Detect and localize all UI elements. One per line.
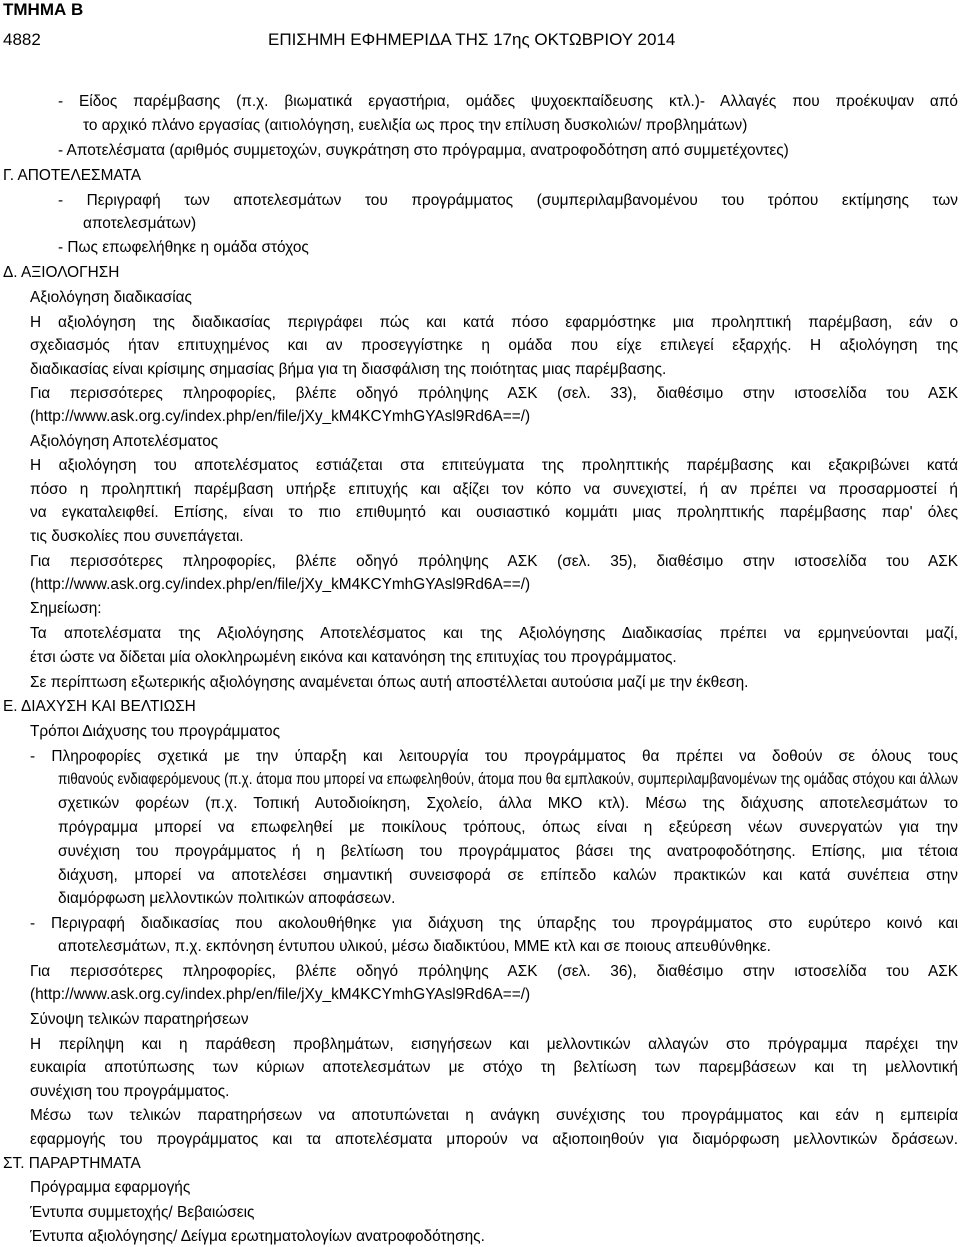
text-line: Έντυπα αξιολόγησης/ Δείγμα ερωτηματολογίων ανατροφοδότησης.	[30, 1228, 485, 1245]
text-line: Πρόγραμμα εφαρμογής	[30, 1179, 191, 1196]
text-line: (http://www.ask.org.cy/index.php/en/file/jXy_kM4KCYmhGYAsl9Rd6A==/)	[30, 986, 531, 1003]
text-line: (http://www.ask.org.cy/index.php/en/file/jXy_kM4KCYmhGYAsl9Rd6A==/)	[30, 408, 531, 425]
text-line: (http://www.ask.org.cy/index.php/en/file/jXy_kM4KCYmhGYAsl9Rd6A==/)	[30, 576, 531, 593]
text-line: πόσο η προληπτική παρέμβαση υπήρξε επιτυχής και αξίζει τον κόπο να συνεχιστεί, ή αν πρέπει να προσαρμοστεί ή	[30, 481, 958, 498]
text-line: Γ. ΑΠΟΤΕΛΕΣΜΑΤΑ	[3, 167, 142, 184]
text-line: Η περίληψη και η παράθεση προβλημάτων, εισηγήσεων και μελλοντικών αλλαγών στο πρόγραμμα παρέχει την	[30, 1036, 958, 1053]
text-line: Δ. ΑΞΙΟΛΟΓΗΣΗ	[3, 264, 120, 281]
text-line: Έντυπα συμμετοχής/ Βεβαιώσεις	[30, 1204, 255, 1221]
text-line: - Αποτελέσματα (αριθμός συμμετοχών, συγκράτηση στο πρόγραμμα, ανατροφοδότηση από συμμετέχοντες)	[58, 142, 789, 159]
text-line: Η αξιολόγηση του αποτελέσματος εστιάζεται στα επιτεύγματα της προληπτικής παρέμβασης και εξακριβώνει κατά	[30, 457, 958, 474]
page-number: 4882	[3, 30, 41, 49]
text-line: διάχυση, μπορεί να αποτελέσει σημαντική συνεισφορά σε επίπεδο καλών πρακτικών και κατά συνέπεια στην	[58, 867, 958, 884]
text-line: συνέχιση του προγράμματος.	[30, 1083, 230, 1100]
text-line: Για περισσότερες πληροφορίες, βλέπε οδηγό πρόληψης ΑΣΚ (σελ. 35), διαθέσιμο στην ιστοσελίδα του ΑΣΚ	[30, 553, 958, 570]
text-line: Τα αποτελέσματα της Αξιολόγησης Αποτελέσματος και της Αξιολόγησης Διαδικασίας πρέπει να ερμηνεύονται μαζί,	[30, 625, 958, 642]
text-line: Σημείωση:	[30, 600, 102, 617]
text-line: Σε περίπτωση εξωτερικής αξιολόγησης αναμένεται όπως αυτή αποστέλλεται αυτούσια μαζί με την έκθεση.	[30, 674, 749, 691]
text-line: - Περιγραφή διαδικασίας που ακολουθήθηκε για διάχυση της ύπαρξης του προγράμματος στο ευρύτερο κοινό και	[30, 915, 958, 932]
text-line: διαμόρφωση μελλοντικών πολιτικών αποφάσεων.	[58, 890, 396, 907]
text-line: αποτελεσμάτων, π.χ. εκπόνηση έντυπου υλικού, μέσω διαδικτύου, ΜΜΕ κτλ και σε ποιους απευθύνθηκε.	[58, 938, 771, 955]
gazette-title: ΕΠΙΣΗΜΗ ΕΦΗΜΕΡΙΔΑ ΤΗΣ 17ης ΟΚΤΩΒΡΙΟΥ 2014	[268, 30, 676, 49]
text-line: εφαρμογής του προγράμματος και τα αποτελέσματα μπορούν να αξιοποιηθούν για διαμόρφωση μελλοντικών δράσεων.	[30, 1131, 958, 1148]
text-line: Ε. ΔΙΑΧΥΣΗ ΚΑΙ ΒΕΛΤΙΩΣΗ	[3, 698, 196, 715]
text-line: αποτελεσμάτων)	[83, 215, 197, 232]
text-line: πρόγραμμα μπορεί να επωφεληθεί με ποικίλους τρόπους, όπως είναι η εξεύρεση νέων συνεργατών για την	[58, 819, 958, 836]
text-line: Τρόποι Διάχυσης του προγράμματος	[30, 723, 281, 740]
text-line: ΣΤ. ΠΑΡΑΡΤΗΜΑΤΑ	[3, 1155, 141, 1172]
text-line: σχετικών φορέων (π.χ. Τοπική Αυτοδιοίκηση, Σχολείο, άλλα ΜΚΟ κτλ). Μέσω της διάχυσης αποτελεσμάτων το	[58, 795, 958, 812]
text-line: το αρχικό πλάνο εργασίας (αιτιολόγηση, ευελιξία ως προς την επίλυση δυσκολιών/ προβλημάτων)	[83, 117, 748, 134]
text-line: πιθανούς ενδιαφερόμενους (π.χ. άτομα που μπορεί να επωφεληθούν, άτομα που θα εμπλακούν, συμπεριλαμβανομένων της ομάδας στόχου και άλλων	[58, 771, 958, 788]
text-line: διαδικασίας είναι κρίσιμης σημασίας βήμα για τη διασφάλιση της ποιότητας μιας παρέμβασης.	[30, 361, 667, 378]
text-line: έτσι ώστε να δίδεται μία ολοκληρωμένη εικόνα και κατανόηση της επιτυχίας του προγράμματος.	[30, 649, 677, 666]
text-line: Για περισσότερες πληροφορίες, βλέπε οδηγό πρόληψης ΑΣΚ (σελ. 33), διαθέσιμο στην ιστοσελίδα του ΑΣΚ	[30, 385, 958, 402]
text-line: - Πως επωφελήθηκε η ομάδα στόχος	[58, 239, 309, 256]
text-line: - Περιγραφή των αποτελεσμάτων του προγράμματος (συμπεριλαμβανομένου του τρόπου εκτίμησης των	[58, 192, 958, 209]
text-line: - Είδος παρέμβασης (π.χ. βιωματικά εργαστήρια, ομάδες ψυχοεκπαίδευσης κτλ.)- Αλλαγές που προέκυψαν από	[58, 93, 958, 110]
text-line: Σύνοψη τελικών παρατηρήσεων	[30, 1011, 249, 1028]
text-line: - Πληροφορίες σχετικά με την ύπαρξη και λειτουργία του προγράμματος θα πρέπει να δοθούν σε όλους τους	[30, 748, 958, 765]
text-line: Αξιολόγηση Αποτελέσματος	[30, 433, 219, 450]
text-line: τις δυσκολίες που συνεπάγεται.	[30, 528, 244, 545]
text-line: ευκαιρία αποτύπωσης των κύριων αποτελεσμάτων με στόχο τη βελτίωση των παρεμβάσεων και τη μελλοντική	[30, 1059, 958, 1076]
text-line: να εγκαταλειφθεί. Επίσης, είναι το πιο επιθυμητό και ουσιαστικό κομμάτι μιας προληπτικής παρέμβασης παρ' όλες	[30, 504, 958, 521]
text-line: Η αξιολόγηση της διαδικασίας περιγράφει πώς και κατά πόσο εφαρμόστηκε μια προληπτική παρέμβαση, εάν ο	[30, 314, 958, 331]
text-line: σχεδιασμός ήταν επιτυχημένος και αν προσεγγίστηκε η ομάδα που είχε επιλεγεί εξαρχής. Η αξιολόγηση της	[30, 337, 958, 354]
text-line: Αξιολόγηση διαδικασίας	[30, 289, 192, 306]
text-line: συνέχιση του προγράμματος ή η βελτίωση του προγράμματος βάσει της ανατροφοδότησης. Επίσης, μια τέτοια	[58, 843, 958, 860]
text-line: Για περισσότερες πληροφορίες, βλέπε οδηγό πρόληψης ΑΣΚ (σελ. 36), διαθέσιμο στην ιστοσελίδα του ΑΣΚ	[30, 963, 958, 980]
section-label: ΤΜΗΜΑ Β	[3, 0, 84, 19]
text-line: Μέσω των τελικών παρατηρήσεων να αποτυπώνεται η ανάγκη συνέχισης του προγράμματος και εάν η εμπειρία	[30, 1107, 958, 1124]
